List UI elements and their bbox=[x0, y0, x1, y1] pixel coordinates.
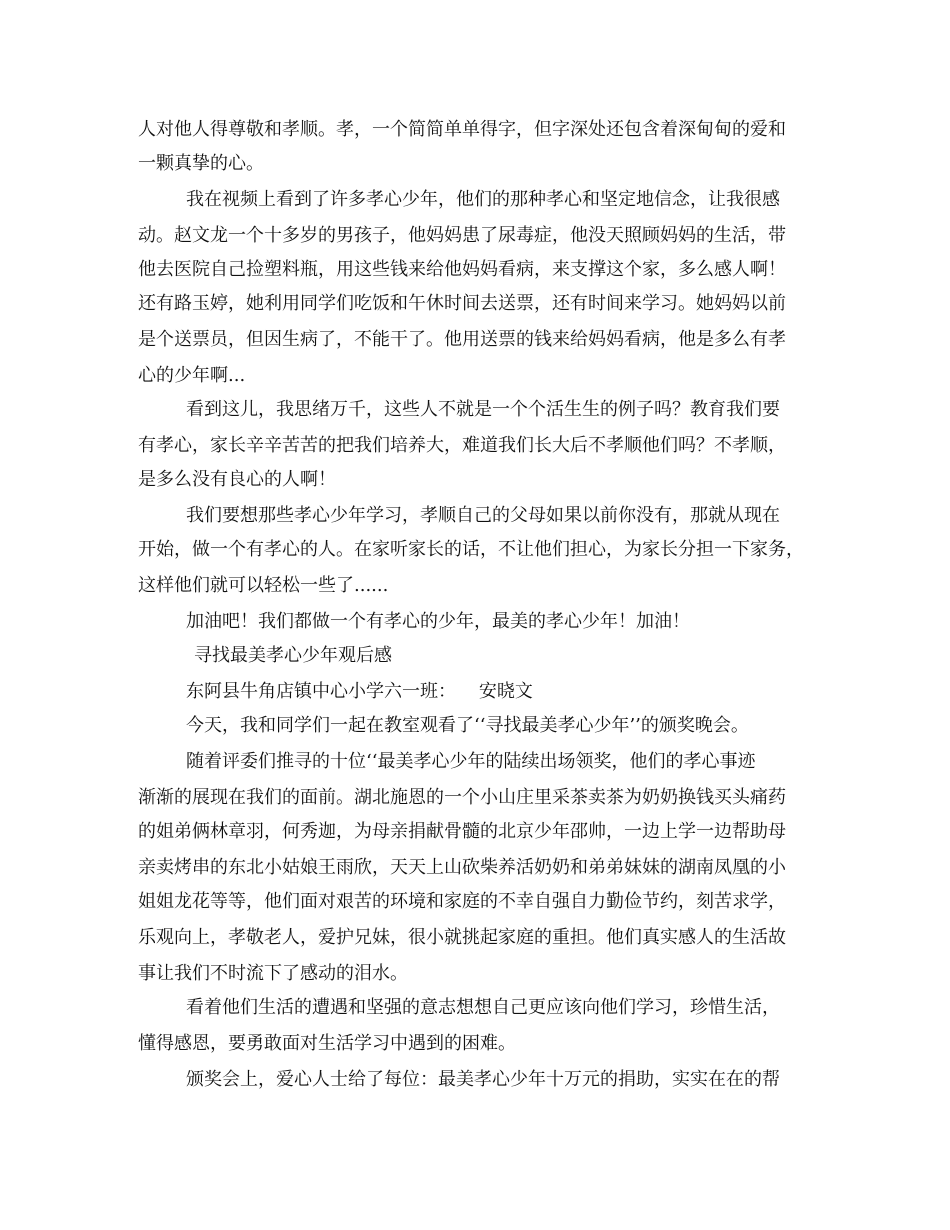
text-line: 有孝心，家长辛辛苦苦的把我们培养大，难道我们长大后不孝顺他们吗？不孝顺， bbox=[138, 435, 786, 456]
text-line: 一颗真挚的心。 bbox=[138, 153, 264, 174]
text-line: 颁奖会上，爱心人士给了每位：最美孝心少年十万元的捐助，实实在在的帮 bbox=[186, 1069, 780, 1090]
text-line: 是多么没有良心的人啊！ bbox=[138, 469, 336, 490]
text-line: 事让我们不时流下了感动的泪水。 bbox=[138, 963, 408, 984]
text-line: 看到这儿，我思绪万千，这些人不就是一个个活生生的例子吗？教育我们要 bbox=[186, 399, 780, 420]
text-line: 亲卖烤串的东北小姑娘王雨欣，天天上山砍柴养活奶奶和弟弟妹妹的湖南凤凰的小 bbox=[138, 857, 786, 878]
text-line: 随着评委们推寻的十位‘‘最美孝心少年的陆续出场领奖，他们的孝心事迹 bbox=[186, 751, 756, 772]
text-line: 加油吧！我们都做一个有孝心的少年，最美的孝心少年！加油！ bbox=[186, 611, 690, 632]
text-line: 开始，做一个有孝心的人。在家听家长的话，不让他们担心，为家长分担一下家务， bbox=[138, 539, 804, 560]
text-line: 是个送票员，但因生病了，不能干了。他用送票的钱来给妈妈看病，他是多么有孝 bbox=[138, 329, 786, 350]
text-line: 渐渐的展现在我们的面前。湖北施恩的一个小山庄里采茶卖茶为奶奶换钱买头痛药 bbox=[138, 787, 786, 808]
essay-title: 寻找最美孝心少年观后感 bbox=[194, 645, 392, 666]
text-line: 看着他们生活的遭遇和坚强的意志想想自己更应该向他们学习，珍惜生活， bbox=[186, 997, 780, 1018]
text-line: 还有路玉婷，她利用同学们吃饭和午休时间去送票，还有时间来学习。她妈妈以前 bbox=[138, 293, 786, 314]
text-line: 我在视频上看到了许多孝心少年，他们的那种孝心和坚定地信念，让我很感 bbox=[186, 189, 780, 210]
text-line: 人对他人得尊敬和孝顺。孝，一个简简单单得字，但字深处还包含着深甸甸的爱和 bbox=[138, 119, 786, 140]
text-line: 动。赵文龙一个十多岁的男孩子，他妈妈患了尿毒症，他没天照顾妈妈的生活，带 bbox=[138, 225, 786, 246]
text-line: 心的少年啊... bbox=[138, 365, 246, 386]
text-line: 我们要想那些孝心少年学习，孝顺自己的父母如果以前你没有，那就从现在 bbox=[186, 505, 780, 526]
text-line: 他去医院自己捡塑料瓶，用这些钱来给他妈妈看病，来支撑这个家，多么感人啊！ bbox=[138, 259, 786, 280]
author-line: 东阿县牛角店镇中心小学六一班： 安晓文 bbox=[186, 681, 533, 702]
text-line: 懂得感恩，要勇敢面对生活学习中遇到的困难。 bbox=[138, 1033, 516, 1054]
text-line: 姐姐龙花等等，他们面对艰苦的环境和家庭的不幸自强自力勤俭节约，刻苦求学， bbox=[138, 891, 786, 912]
text-line: 今天，我和同学们一起在教室观看了‘‘寻找最美孝心少年’’的颁奖晚会。 bbox=[186, 715, 749, 736]
text-line: 这样他们就可以轻松一些了...... bbox=[138, 575, 389, 596]
text-line: 乐观向上，孝敬老人，爱护兄妹，很小就挑起家庭的重担。他们真实感人的生活故 bbox=[138, 927, 786, 948]
text-line: 的姐弟俩林章羽，何秀迦，为母亲捐献骨髓的北京少年邵帅，一边上学一边帮助母 bbox=[138, 821, 786, 842]
